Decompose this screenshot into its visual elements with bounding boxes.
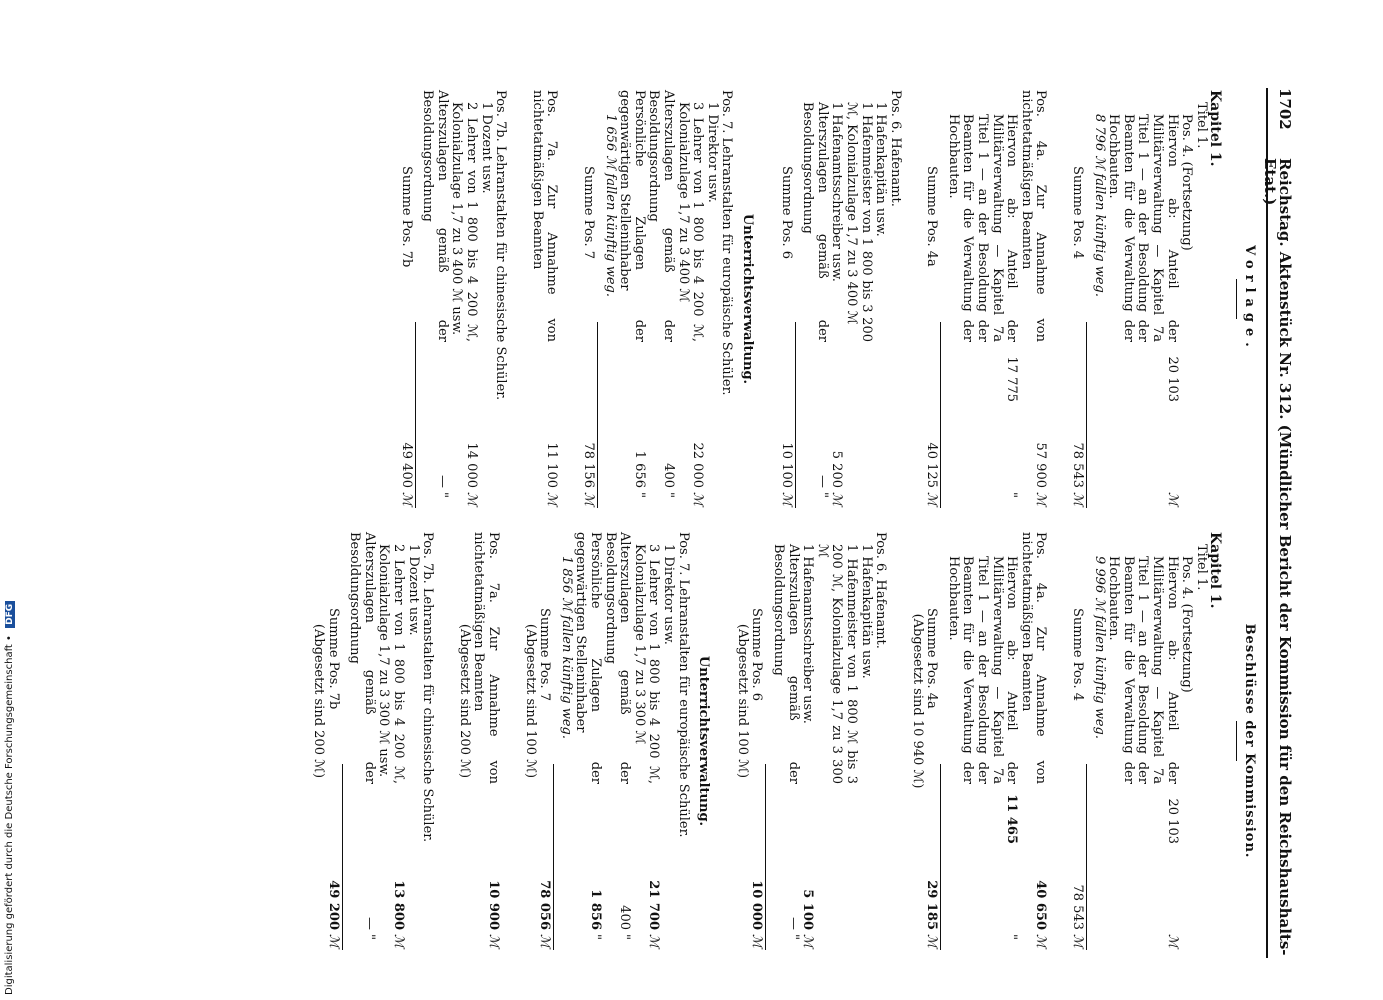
- pos7b-sum-label: Summe Pos. 7b: [325, 608, 341, 710]
- pos4-heading: Pos. 4. (Fortsetzung): [1179, 114, 1195, 251]
- pos4a-row: [1018, 90, 1047, 508]
- pos4a-deduction-row: [945, 532, 1018, 950]
- mark-unit: ℳ: [924, 934, 940, 948]
- pos7a-heading: Pos. 7a. Zur Annahme von nichtetatmäßigen Beamten: [529, 90, 560, 342]
- pos4a-sum-label: Summe Pos. 4a: [924, 608, 940, 709]
- mark-unit: ℳ: [1070, 934, 1086, 948]
- mark-unit: ℳ: [778, 492, 794, 506]
- pos4a-value: 57 900: [1033, 442, 1049, 488]
- pos7b-sum-row: [398, 90, 413, 508]
- column-title: Vorlage.: [1242, 245, 1257, 353]
- pos4-deduction-row: [1106, 532, 1179, 950]
- mark-unit: ℳ: [924, 492, 940, 506]
- ditto-mark: ": [1004, 934, 1020, 940]
- sum-rule: [940, 764, 941, 950]
- pos6-item1: 1 Hafenkapitän usw.: [858, 544, 874, 679]
- pos7b-item2: 2 Lehrer von 1 800 bis 4 200 ℳ, Kolonialzulage 1,7 zu 3 300 ℳ usw.: [376, 544, 407, 784]
- pos7-alters-row: [602, 532, 631, 950]
- pos7b-sum-value: 49 400: [398, 442, 414, 488]
- vorlage-column: [398, 90, 1258, 508]
- pos7-sum-row: [537, 532, 552, 950]
- pos7b-alters: Alterszulagen gemäß der Besoldungsordnung: [347, 532, 377, 784]
- pos7a-row: [529, 90, 558, 508]
- mark-unit: ℳ: [486, 934, 502, 948]
- pos7-pers: Persönliche Zulagen der gegenwärtigen Stelleninhaber: [573, 532, 604, 784]
- pos7-sum-value: 78 056: [537, 880, 553, 930]
- pos7a-value: 11 100: [544, 442, 560, 488]
- pos4a-sum-row: [924, 532, 939, 950]
- pos4a-sum-value: 29 185: [924, 880, 940, 930]
- ditto-mark: ": [1004, 492, 1020, 498]
- pos6-heading: Pos. 6. Hafenamt.: [887, 90, 903, 207]
- mark-unit: ℳ: [1164, 934, 1180, 948]
- mark-unit: ℳ: [1033, 934, 1049, 948]
- pos6-heading: Pos. 6. Hafenamt.: [873, 532, 889, 649]
- pos7b-sum-value: 49 200: [325, 880, 341, 930]
- pos4-entfall: 9 996 ℳ fallen künftig weg.: [1091, 556, 1107, 740]
- pos6-item2: 1 Hafenmeister von 1 800 bis 3 200 ℳ, Kolonialzulage 1,7 zu 3 400 ℳ: [843, 102, 874, 342]
- pos6-item1: 1 Hafenkapitän usw.: [873, 102, 889, 237]
- pos7-sum-row: [580, 90, 595, 508]
- pos7-item1: 1 Direktor usw.: [704, 102, 720, 203]
- mark-unit: ℳ: [581, 492, 597, 506]
- pos7-sum-value: 78 156: [581, 442, 597, 488]
- pos6-item3: 1 Hafenamtsschreiber usw.: [829, 102, 845, 282]
- pos4-entfall: 8 796 ℳ fallen künftig weg.: [1091, 114, 1107, 298]
- pos6-value: 5 100: [800, 889, 816, 930]
- ditto-mark: ": [661, 492, 676, 498]
- pos7b-item1: 1 Dozent usw.: [405, 544, 421, 636]
- pos7a-note: (Abgesetzt sind 200 ℳ): [456, 623, 472, 779]
- kapitel-heading: Kapitel 1.: [1207, 90, 1224, 167]
- pos6-alters-row: [800, 90, 829, 508]
- pos6-item3: 1 Hafenamtsschreiber usw.: [800, 544, 816, 724]
- pos4-deduction-row: [1106, 90, 1179, 508]
- pos4-sum-row: [1069, 532, 1084, 950]
- pos6-sum-value: 10 000: [749, 880, 765, 930]
- dfg-logo: DFG: [5, 601, 15, 628]
- beschluesse-column: [311, 532, 1258, 950]
- pos7b-alters-value: —: [361, 917, 377, 930]
- mark-unit: ℳ: [1070, 492, 1086, 506]
- pos4-sub-value: 20 103: [1164, 798, 1180, 844]
- pos7-alters: Alterszulagen gemäß der Besoldungsordnung: [646, 90, 676, 342]
- pos7-alters-value: 400: [617, 905, 633, 930]
- pos7a-value: 10 900: [486, 880, 502, 930]
- pos7-pers: Persönliche Zulagen der gegenwärtigen Stelleninhaber: [617, 90, 647, 342]
- ditto-mark: ": [814, 492, 830, 498]
- sum-rule: [597, 322, 598, 508]
- pos6-alters-row: [770, 532, 799, 950]
- pos6-alters: Alterszulagen gemäß der Besoldungsordnung: [800, 102, 830, 342]
- mark-unit: ℳ: [1164, 492, 1180, 506]
- pos7-item1: 1 Direktor usw.: [661, 544, 676, 645]
- mark-unit: ℳ: [398, 492, 414, 506]
- pos7-entfall: 1 856 ℳ fallen künftig weg.: [558, 556, 574, 740]
- pos7-sum-label: Summe Pos. 7: [537, 608, 553, 702]
- sum-rule: [342, 764, 343, 950]
- pos6-item2-row: [843, 90, 872, 508]
- pos7-heading: Pos. 7. Lehranstalten für europäische Schüler.: [675, 532, 691, 838]
- pos4a-text: Hiervon ab: Anteil der Militärverwaltung — Kapitel 7a Titel 1 — an der Besoldung der Beamten für die Verwaltung der Hochbauten.: [945, 114, 1020, 342]
- footer-text: Digitalisierung gefördert durch die Deutsche Forschungsgemeinschaft •: [4, 635, 15, 995]
- pos7b-sum-label: Summe Pos. 7b: [398, 166, 414, 268]
- mark-unit: ℳ: [646, 934, 662, 948]
- pos7-item2: 3 Lehrer von 1 800 bis 4 200 ℳ, Kolonialzulage 1,7 zu 3 300 ℳ: [631, 544, 662, 784]
- pos7-alters: Alterszulagen gemäß der Besoldungsordnung: [602, 532, 633, 784]
- pos4a-text: Hiervon ab: Anteil der Militärverwaltung — Kapitel 7a Titel 1 — an der Besoldung der Beamten für die Verwaltung der Hochbauten.: [945, 556, 1020, 784]
- pos6-sum-label: Summe Pos. 6: [749, 608, 765, 702]
- page-number: 1702: [1276, 88, 1294, 130]
- pos7-alters-row: [646, 90, 675, 508]
- ditto-mark: ": [785, 934, 801, 940]
- pos4-text: Hiervon ab: Anteil der Militärverwaltung — Kapitel 7a Titel 1 — an der Besoldung der Beamten für die Verwaltung der Hochbauten.: [1106, 114, 1180, 342]
- column-title: Beschlüsse der Kommission.: [1242, 623, 1257, 859]
- pos7-item2: 3 Lehrer von 1 800 bis 4 200 ℳ, Kolonialzulage 1,7 zu 3 400 ℳ: [675, 102, 706, 342]
- pos6-item3-row: [829, 90, 844, 508]
- pos4a-sub-value: 17 775: [1004, 356, 1020, 402]
- pos7-value: 21 700: [646, 880, 662, 930]
- pos6-note: (Abgesetzt sind 100 ℳ): [734, 623, 750, 779]
- digitization-footer: [4, 601, 15, 995]
- ditto-mark: ": [588, 934, 604, 940]
- pos4-sum-label: Summe Pos. 4: [1070, 608, 1086, 702]
- pos7b-item2-row: [376, 532, 405, 950]
- sum-rule: [1086, 322, 1087, 508]
- pos4a-sum-row: [924, 90, 939, 508]
- title-divider: [1236, 279, 1237, 319]
- sum-rule: [553, 764, 554, 950]
- ditto-mark: ": [617, 934, 633, 940]
- pos7b-item1: 1 Dozent usw.: [478, 102, 494, 194]
- pos4a-heading: Pos. 4a. Zur Annahme von nichtetatmäßigen Beamten: [1018, 90, 1049, 342]
- pos7a-row: [471, 532, 500, 950]
- pos7b-heading: Pos. 7b. Lehranstalten für chinesische Schüler.: [493, 90, 509, 401]
- pos4-sub-value: 20 103: [1164, 356, 1180, 402]
- mark-unit: ℳ: [829, 492, 845, 506]
- sum-rule: [940, 322, 941, 508]
- pos4-sum-row: [1069, 90, 1084, 508]
- pos6-value: 5 200: [829, 450, 845, 488]
- ditto-mark: ": [631, 492, 647, 498]
- sum-rule: [795, 322, 796, 508]
- pos7b-alters-row: [347, 532, 376, 950]
- sum-rule: [415, 322, 416, 508]
- kapitel-heading: Kapitel 1.: [1207, 532, 1224, 609]
- pos6-sum-row: [749, 532, 764, 950]
- pos7b-alters: Alterszulagen gemäß der Besoldungsordnung: [420, 90, 450, 342]
- pos7-value: 22 000: [690, 442, 706, 488]
- pos7-pers-value: 1 856: [588, 889, 604, 930]
- pos7b-note: (Abgesetzt sind 200 ℳ): [311, 623, 327, 779]
- pos4-heading: Pos. 4. (Fortsetzung): [1179, 556, 1195, 693]
- mark-unit: ℳ: [537, 934, 553, 948]
- pos7-pers-row: [617, 90, 646, 508]
- pos6-item3-row: [800, 532, 815, 950]
- mark-unit: ℳ: [464, 492, 480, 506]
- sum-rule: [765, 764, 766, 950]
- pos6-item2: 1 Hafenmeister von 1 800 ℳ bis 3 200 ℳ, Kolonialzulage 1,7 zu 3 300 ℳ: [814, 544, 859, 784]
- mark-unit: ℳ: [1033, 492, 1049, 506]
- title-divider: [1236, 721, 1237, 761]
- mark-unit: ℳ: [544, 492, 560, 506]
- pos6-sum-label: Summe Pos. 6: [778, 166, 794, 260]
- pos7b-item2-row: [449, 90, 478, 508]
- pos6-alters: Alterszulagen gemäß der Besoldungsordnung: [770, 544, 801, 784]
- pos7-heading: Pos. 7. Lehranstalten für europäische Schüler.: [719, 90, 735, 396]
- ditto-mark: ": [434, 492, 450, 498]
- sum-rule: [1086, 764, 1087, 950]
- section-heading: Unterrichtsverwaltung.: [739, 213, 755, 385]
- pos7a-heading: Pos. 7a. Zur Annahme von nichtetatmäßigen Beamten: [471, 532, 502, 784]
- pos7-alters-value: 400: [661, 463, 676, 488]
- mark-unit: ℳ: [325, 934, 341, 948]
- pos4-sum-label: Summe Pos. 4: [1070, 166, 1086, 260]
- pos6-sum-value: 10 100: [778, 442, 794, 488]
- pos4a-sum-label: Summe Pos. 4a: [924, 166, 940, 267]
- mark-unit: ℳ: [800, 934, 816, 948]
- pos7-pers-value: 1 656: [631, 450, 647, 488]
- mark-unit: ℳ: [690, 492, 706, 506]
- pos6-alters-value: —: [814, 475, 830, 488]
- pos4a-row: [1018, 532, 1047, 950]
- ditto-mark: ": [361, 934, 377, 940]
- pos7-entfall: 1 656 ℳ fallen künftig weg.: [602, 114, 618, 298]
- pos4a-deduction-row: [945, 90, 1018, 508]
- pos4a-sum-value: 40 125: [924, 442, 940, 488]
- mark-unit: ℳ: [391, 934, 407, 948]
- pos7b-value: 14 000: [464, 442, 480, 488]
- page-header: [1261, 88, 1302, 958]
- pos7b-value: 13 800: [391, 880, 407, 930]
- pos6-sum-row: [778, 90, 793, 508]
- document-page: [47, 70, 1302, 970]
- pos7-item2-row: [631, 532, 660, 950]
- pos7b-heading: Pos. 7b. Lehranstalten für chinesische Schüler.: [420, 532, 436, 843]
- pos6-item2-row: [814, 532, 858, 950]
- titel-heading: Titel 1.: [1193, 102, 1209, 149]
- pos7b-item2: 2 Lehrer von 1 800 bis 4 200 ℳ, Kolonialzulage 1,7 zu 3 400 ℳ usw.: [449, 102, 480, 342]
- section-heading: Unterrichtsverwaltung.: [696, 655, 712, 827]
- mark-unit: ℳ: [749, 934, 765, 948]
- pos7b-alters-value: —: [434, 475, 450, 488]
- pos7-item2-row: [675, 90, 704, 508]
- titel-heading: Titel 1.: [1193, 544, 1209, 591]
- pos7b-alters-row: [420, 90, 449, 508]
- pos7-note: (Abgesetzt sind 100 ℳ): [522, 623, 538, 779]
- pos4-sum-value: 78 543: [1070, 442, 1086, 488]
- pos7-pers-row: [573, 532, 602, 950]
- pos7-sum-label: Summe Pos. 7: [581, 166, 597, 260]
- pos4-sum-value: 78 543: [1070, 884, 1086, 930]
- pos6-alters-value: —: [785, 917, 801, 930]
- pos7b-sum-row: [325, 532, 340, 950]
- pos4a-value: 40 650: [1033, 880, 1049, 930]
- pos4-text: Hiervon ab: Anteil der Militärverwaltung — Kapitel 7a Titel 1 — an der Besoldung der Beamten für die Verwaltung der Hochbauten.: [1106, 556, 1180, 784]
- pos4a-heading: Pos. 4a. Zur Annahme von nichtetatmäßigen Beamten: [1018, 532, 1049, 784]
- page-title: Reichstag. Aktenstück Nr. 312. (Mündlicher Bericht der Kommission für den Reichshaushalts-Etat.): [1261, 158, 1294, 956]
- pos4a-note: (Abgesetzt sind 10 940 ℳ): [909, 613, 925, 789]
- pos4a-sub-value: 11 465: [1004, 794, 1020, 844]
